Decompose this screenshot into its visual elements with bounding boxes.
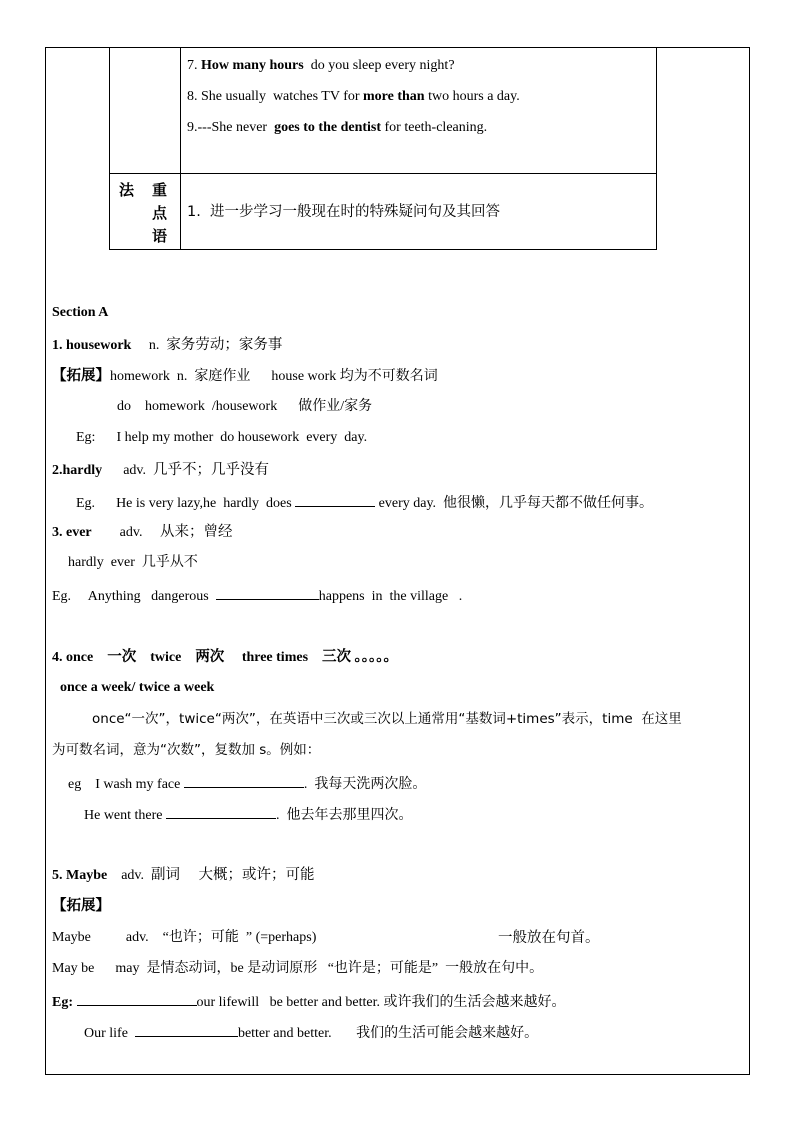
item5-heading: 5. Maybe adv. 副词 大概；或许；可能: [52, 867, 315, 883]
item1-extension: 【拓展】homework n. 家庭作业 house work 均为不可数名词: [52, 368, 438, 384]
item5-blank-1[interactable]: [77, 991, 197, 1006]
side-label-char-1: 法: [119, 181, 135, 199]
item4-heading: 4. once 一次 twice 两次 three times 三次 。。。。。: [52, 649, 399, 665]
item4-blank-1[interactable]: [184, 773, 304, 788]
item4-phrase: once a week/ twice a week: [60, 680, 215, 695]
item5-extension-tag: 【拓展】: [52, 898, 110, 914]
item4-paragraph-line2: 为可数名词，意为“次数”，复数加 s。例如：: [52, 742, 321, 758]
side-label-char-3: 点: [152, 204, 168, 222]
item5-maybe-position: 一般放在句首。: [498, 930, 600, 946]
side-label-char-2: 重: [152, 181, 168, 199]
item2-blank[interactable]: [295, 492, 375, 507]
item5-blank-2[interactable]: [135, 1022, 238, 1037]
item1-do-phrase: do homework /housework 做作业/家务: [117, 399, 373, 414]
item2-example: Eg. He is very lazy,he hardly does every day. 他很懒，几乎每天都不做任何事。: [76, 492, 653, 513]
item3-blank[interactable]: [216, 585, 319, 600]
item4-example-2: He went there . 他去年去那里四次。: [84, 804, 413, 825]
focus-text: 1. 进一步学习一般现在时的特殊疑问句及其回答: [187, 204, 501, 220]
item3-phrase: hardly ever 几乎从不: [68, 555, 198, 570]
section-title: Section A: [52, 305, 109, 320]
item1-example: Eg: I help my mother do housework every day.: [76, 430, 368, 445]
item3-heading: 3. ever adv. 从来；曾经: [52, 524, 233, 540]
item5-example-2: Our life better and better. 我们的生活可能会越来越好。: [84, 1022, 538, 1043]
item4-paragraph-line1: once“一次”，twice“两次”，在英语中三次或三次以上通常用“基数词+times”表示，time 在这里: [92, 711, 682, 727]
item4-example-1: eg I wash my face . 我每天洗两次脸。: [68, 773, 426, 794]
item4-blank-2[interactable]: [166, 804, 276, 819]
item3-example: Eg. Anything dangerous happens in the village .: [52, 585, 462, 606]
table-divider-vertical: [180, 47, 181, 250]
side-label-char-4: 语: [152, 227, 168, 245]
item5-may-be-line: May be may 是情态动词，be 是动词原形 “也许是；可能是” 一般放在句中。: [52, 961, 544, 976]
sentence-7: 7. How many hours do you sleep every night?: [187, 58, 455, 73]
item5-example-1: Eg: our lifewill be better and better. 或许我们的生活会越来越好。: [52, 991, 566, 1012]
item2-heading: 2.hardly adv. 几乎不；几乎没有: [52, 462, 269, 478]
item5-maybe-line: Maybe adv. “也许；可能 ” (=perhaps): [52, 930, 317, 945]
table-divider-horizontal: [109, 173, 657, 174]
sentence-8: 8. She usually watches TV for more than two hours a day.: [187, 89, 520, 104]
item1-heading: 1. housework n. 家务劳动；家务事: [52, 337, 283, 353]
sentence-9: 9.---She never goes to the dentist for teeth-cleaning.: [187, 120, 488, 135]
